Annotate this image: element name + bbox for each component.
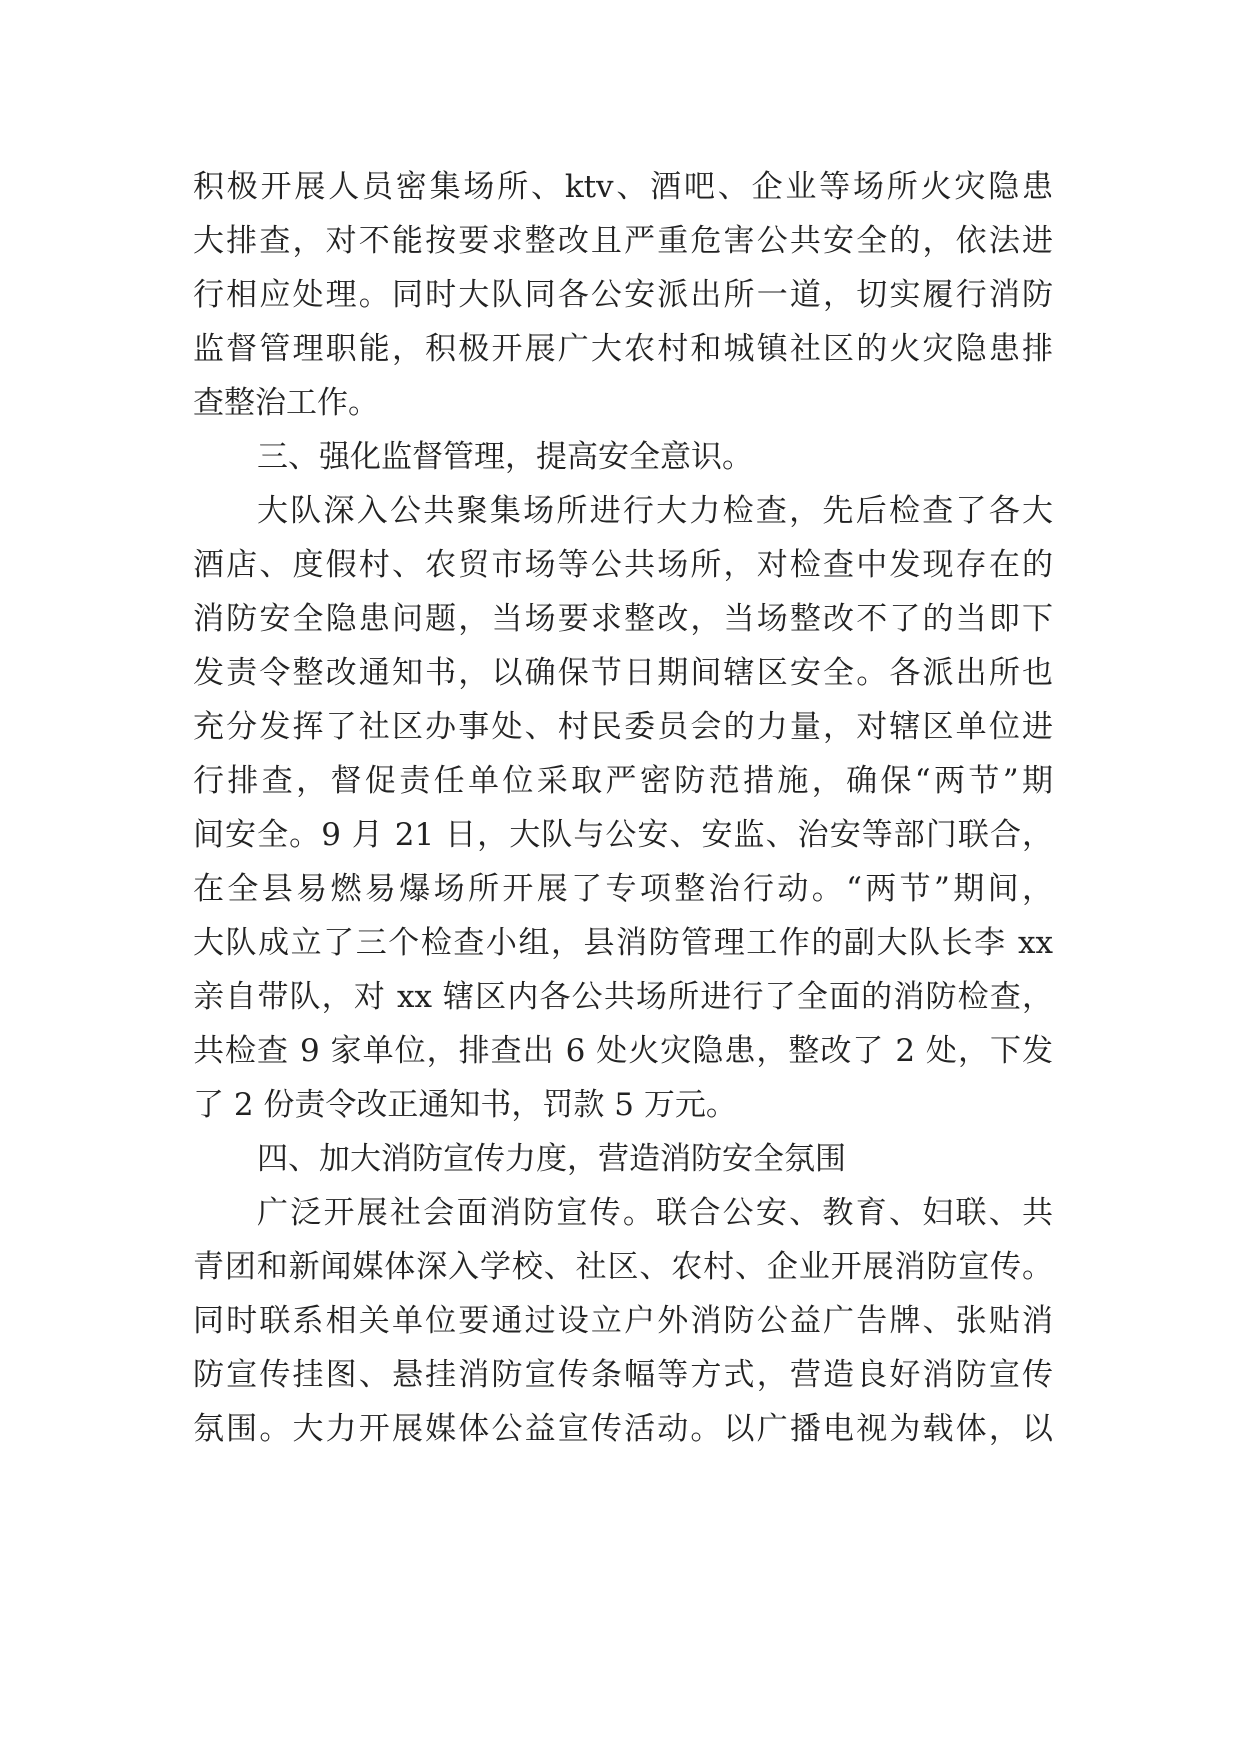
text-line: 查整治工作。: [193, 385, 379, 421]
text-line: 亲自带队，对 xx 辖区内各公共场所进行了全面的消防检查，: [193, 979, 1053, 1015]
text-line: 酒店、度假村、农贸市场等公共场所，对检查中发现存在的: [193, 547, 1053, 583]
text-line: 监督管理职能，积极开展广大农村和城镇社区的火灾隐患排: [193, 331, 1053, 367]
text-line: 同时联系相关单位要通过设立户外消防公益广告牌、张贴消: [193, 1303, 1053, 1339]
text-line: 广泛开展社会面消防宣传。联合公安、教育、妇联、共: [257, 1195, 1053, 1231]
text-line: 大队成立了三个检查小组，县消防管理工作的副大队长李 xx: [193, 925, 1053, 961]
document-body: [193, 160, 1053, 1456]
text-line: 消防安全隐患问题，当场要求整改，当场整改不了的当即下: [193, 601, 1053, 637]
text-line: 防宣传挂图、悬挂消防宣传条幅等方式，营造良好消防宣传: [193, 1357, 1053, 1393]
text-line: 了 2 份责令改正通知书，罚款 5 万元。: [193, 1087, 737, 1123]
text-line: 充分发挥了社区办事处、村民委员会的力量，对辖区单位进: [193, 709, 1053, 745]
text-line: 共检查 9 家单位，排查出 6 处火灾隐患，整改了 2 处，下发: [193, 1033, 1053, 1069]
text-line: 氛围。大力开展媒体公益宣传活动。以广播电视为载体，以: [193, 1411, 1053, 1447]
text-line: 发责令整改通知书，以确保节日期间辖区安全。各派出所也: [193, 655, 1053, 691]
section-heading: 三、强化监督管理，提高安全意识。: [257, 439, 753, 475]
text-line: 行相应处理。同时大队同各公安派出所一道，切实履行消防: [193, 277, 1053, 313]
text-line: 在全县易燃易爆场所开展了专项整治行动。“两节”期间，: [193, 871, 1053, 907]
section-heading: 四、加大消防宣传力度，营造消防安全氛围: [257, 1141, 846, 1177]
text-line: 大队深入公共聚集场所进行大力检查，先后检查了各大: [257, 493, 1053, 529]
text-line: 大排查，对不能按要求整改且严重危害公共安全的，依法进: [193, 223, 1053, 259]
text-line: 青团和新闻媒体深入学校、社区、农村、企业开展消防宣传。: [193, 1249, 1053, 1285]
text-line: 行排查，督促责任单位采取严密防范措施，确保“两节”期: [193, 763, 1053, 799]
text-line: 间安全。9 月 21 日，大队与公安、安监、治安等部门联合，: [193, 817, 1053, 853]
text-line: 积极开展人员密集场所、ktv、酒吧、企业等场所火灾隐患: [193, 169, 1053, 205]
